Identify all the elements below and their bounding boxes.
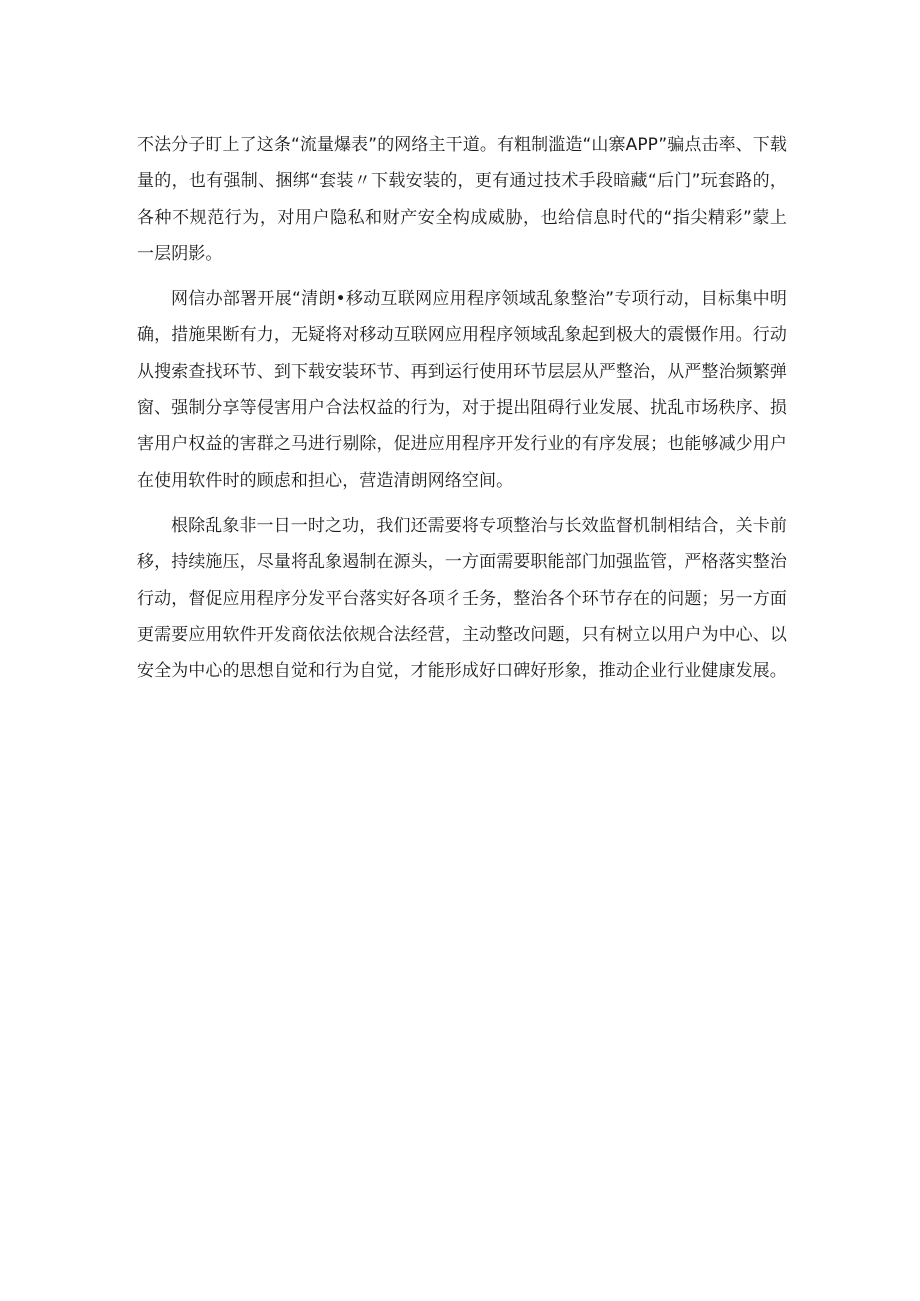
paragraph-1: 不法分子盯上了这条“流量爆表”的网络主干道。有粗制滥造“山寨APP”骗点击率、下载量的，也有强制、捆绑“套装〃下载安装的，更有通过技术手段暗藏“后门”玩套路的，各种不规范行为，对用户隐私和财产安全构成威胁，也给信息时代的“指尖精彩”蒙上一层阴影。 [137, 135, 787, 264]
paragraph-2: 网信办部署开展“清朗•移动互联网应用程序领域乱象整治”专项行动，目标集中明确，措施果断有力，无疑将对移动互联网应用程序领域乱象起到极大的震慑作用。行动从搜索查找环节、到下载安装环节、再到运行使用环节层层从严整治，从严整治频繁弹窗、强制分享等侵害用户合法权益的行为，对于提出阻碍行业发展、扰乱市场秩序、损害用户权益的害群之马进行剔除，促进应用程序开发行业的有序发展；也能够减少用户在使用软件时的顾虑和担心，营造清朗网络空间。 [137, 289, 787, 491]
paragraph-3: 根除乱象非一日一时之功，我们还需要将专项整治与长效监督机制相结合，关卡前移，持续施压，尽量将乱象遏制在源头，一方面需要职能部门加强监管，严格落实整治行动，督促应用程序分发平台落实好各项彳壬务，整治各个环节存在的问题；另一方面更需要应用软件开发商依法依规合法经营，主动整改问题，只有树立以用户为中心、以安全为中心的思想自觉和行为自觉，才能形成好口碑好形象，推动企业行业健康发展。 [137, 515, 787, 682]
document-body [137, 127, 787, 698]
